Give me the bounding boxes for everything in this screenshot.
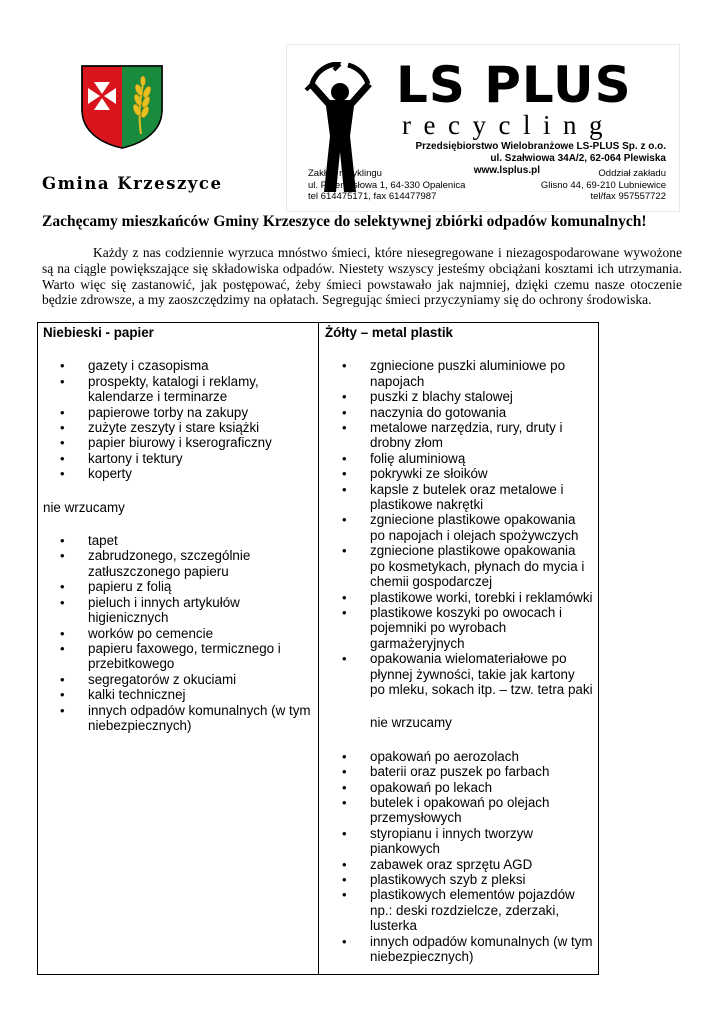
list-item: • papierowe torby na zakupy	[43, 405, 311, 420]
metal-plastic-accepted-list	[325, 358, 593, 697]
list-item: • papieru faxowego, termicznego i przebitkowego	[43, 641, 311, 672]
list-item: • zużyte zeszyty i stare książki	[43, 420, 311, 435]
list-item: • innych odpadów komunalnych (w tym niebezpiecznych)	[43, 703, 311, 734]
municipality-name: Gmina Krzeszyce	[42, 174, 223, 193]
list-item: • zgniecione plastikowe opakowania po napojach i olejach spożywczych	[325, 512, 593, 543]
list-item: • opakowań po aerozolach	[325, 749, 593, 764]
list-item: • zabawek oraz sprzętu AGD	[325, 857, 593, 872]
coat-of-arms-icon	[79, 64, 165, 150]
list-item: • opakowań po lekach	[325, 780, 593, 795]
metal-plastic-heading: Żółty – metal plastik	[325, 325, 453, 340]
list-item: • koperty	[43, 466, 311, 481]
metal-plastic-rejected-label: nie wrzucamy	[370, 715, 452, 731]
company-info: Przedsiębiorstwo Wielobranżowe LS-PLUS Sp. z o.o. ul. Szałwiowa 34A/2, 62-064 Plewiska	[415, 141, 666, 164]
plant-address: Zakład recyklingu ul. Przemysłowa 1, 64-330 Opalenica tel 614475171, fax 614477987	[308, 168, 466, 202]
list-item: • papieru z folią	[43, 579, 311, 594]
list-item: • styropianu i innych tworzyw piankowych	[325, 826, 593, 857]
list-item: • metalowe narzędzia, rury, druty i drobny złom	[325, 420, 593, 451]
list-item: • folię aluminiową	[325, 451, 593, 466]
brand-name: LS PLUS	[396, 56, 632, 114]
sorting-table	[37, 322, 599, 975]
paper-heading: Niebieski - papier	[43, 325, 154, 340]
list-item: • butelek i opakowań po olejach przemysłowych	[325, 795, 593, 826]
branch-address: Oddział zakładu Glisno 44, 69-210 Lubniewice tel/fax 957557722	[540, 168, 666, 202]
page-headline: Zachęcamy mieszkańców Gminy Krzeszyce do selektywnej zbiórki odpadów komunalnych!	[42, 213, 647, 230]
list-item: • pieluch i innych artykułów higienicznych	[43, 595, 311, 626]
metal-plastic-rejected-list	[325, 749, 593, 965]
brand-subtitle: recycling	[402, 110, 615, 140]
paper-rejected-label: nie wrzucamy	[43, 499, 125, 515]
company-url: www.lsplus.pl	[473, 165, 540, 176]
list-item: • naczynia do gotowania	[325, 405, 593, 420]
list-item: • kapsle z butelek oraz metalowe i plastikowe nakrętki	[325, 482, 593, 513]
list-item: • plastikowe worki, torebki i reklamówki	[325, 590, 593, 605]
list-item: • prospekty, katalogi i reklamy, kalendarze i terminarze	[43, 374, 311, 405]
paper-accepted-list	[43, 358, 311, 481]
column-divider	[318, 323, 319, 974]
list-item: • papier biurowy i kserograficzny	[43, 435, 311, 450]
list-item: • puszki z blachy stalowej	[325, 389, 593, 404]
list-item: • gazety i czasopisma	[43, 358, 311, 373]
list-item: • segregatorów z okuciami	[43, 672, 311, 687]
list-item: • zgniecione puszki aluminiowe po napojach	[325, 358, 593, 389]
list-item: • plastikowych szyb z pleksi	[325, 872, 593, 887]
list-item: • innych odpadów komunalnych (w tym niebezpiecznych)	[325, 934, 593, 965]
company-logo	[286, 44, 680, 212]
list-item: • zabrudzonego, szczególnie zatłuszczonego papieru	[43, 548, 311, 579]
list-item: • tapet	[43, 533, 311, 548]
list-item: • baterii oraz puszek po farbach	[325, 764, 593, 779]
paper-column	[43, 325, 311, 733]
list-item: • kalki technicznej	[43, 687, 311, 702]
list-item: • pokrywki ze słoików	[325, 466, 593, 481]
list-item: • worków po cemencie	[43, 626, 311, 641]
list-item: • zgniecione plastikowe opakowania po kosmetykach, płynach do mycia i chemii gospodarczej	[325, 543, 593, 589]
list-item: • kartony i tektury	[43, 451, 311, 466]
intro-paragraph: Każdy z nas codziennie wyrzuca mnóstwo śmieci, które niesegregowane i niezagospodarowane wywożone są na ciągle powiększające się składowiska odpadów. Niestety wszyscy jesteśmy obciążani kosztami ich utrzymania. Warto więc się zastanowić, jak postępować, żeby śmieci powstawało jak najmniej, dzięki czemu nasze otoczenie będzie zdrowsze, a my zaoszczędzimy na opłatach. Segregując śmieci przyczyniamy się do ochrony środowiska.	[42, 245, 682, 308]
list-item: • plastikowe koszyki po owocach i pojemniki po wyrobach garmażeryjnych	[325, 605, 593, 651]
list-item: • opakowania wielomateriałowe po płynnej żywności, takie jak kartony po mleku, sokach itp. – tzw. tetra paki	[325, 651, 593, 697]
metal-plastic-column	[325, 325, 593, 964]
paper-rejected-list	[43, 533, 311, 733]
list-item: • plastikowych elementów pojazdów np.: deski rozdzielcze, zderzaki, lusterka	[325, 887, 593, 933]
